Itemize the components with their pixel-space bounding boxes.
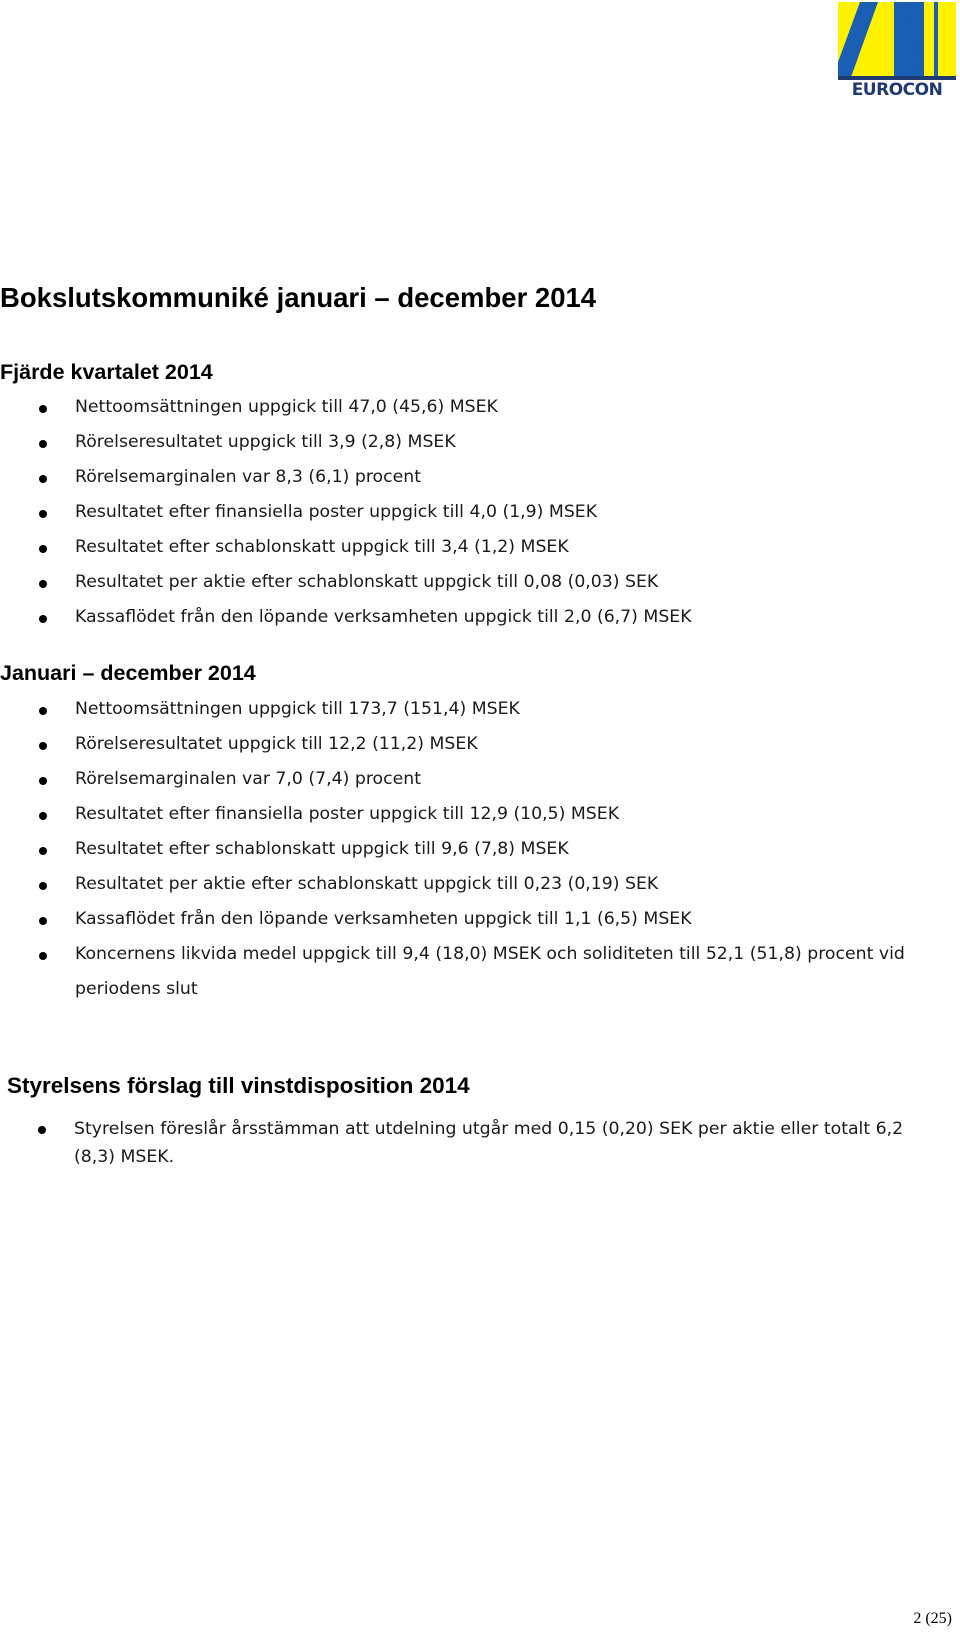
- list-item: [75, 495, 692, 530]
- bullet-icon: [38, 1126, 46, 1134]
- eurocon-logo-mark: [838, 2, 956, 80]
- list-item: [75, 460, 692, 495]
- list-item: [75, 530, 692, 565]
- list-item: [75, 600, 692, 635]
- list-item: [75, 762, 945, 797]
- list-item-text: Kassaflödet från den löpande verksamheten uppgick till 2,0 (6,7) MSEK: [75, 607, 692, 627]
- list-item-text: Resultatet per aktie efter schablonskatt uppgick till 0,23 (0,19) SEK: [75, 874, 659, 894]
- list-item: [75, 832, 945, 867]
- list-item: [75, 565, 692, 600]
- list-item-text: Rörelseresultatet uppgick till 12,2 (11,2) MSEK: [75, 734, 478, 754]
- bullet-icon: [39, 510, 47, 518]
- list-item: [74, 1115, 944, 1171]
- list-item-text: Rörelsemarginalen var 8,3 (6,1) procent: [75, 467, 421, 487]
- list-item-text: Koncernens likvida medel uppgick till 9,4 (18,0) MSEK och soliditeten till 52,1 (51,8) procent vid periodens slut: [75, 944, 905, 999]
- bullet-icon: [39, 615, 47, 623]
- bullet-icon: [39, 580, 47, 588]
- section-heading-full-year: Januari – december 2014: [0, 661, 256, 685]
- list-item-text: Resultatet efter schablonskatt uppgick till 9,6 (7,8) MSEK: [75, 839, 569, 859]
- bullet-icon: [39, 742, 47, 750]
- list-item: [75, 902, 945, 937]
- list-item: [75, 425, 692, 460]
- bullet-icon: [39, 952, 47, 960]
- bullet-icon: [39, 847, 47, 855]
- list-item-text: Styrelsen föreslår årsstämman att utdelning utgår med 0,15 (0,20) SEK per aktie eller totalt 6,2 (8,3) MSEK.: [74, 1119, 904, 1167]
- list-item: [75, 797, 945, 832]
- eurocon-logo: [838, 2, 956, 100]
- list-item-text: Resultatet efter finansiella poster uppgick till 12,9 (10,5) MSEK: [75, 804, 620, 824]
- list-item: [75, 390, 692, 425]
- list-item-text: Resultatet per aktie efter schablonskatt uppgick till 0,08 (0,03) SEK: [75, 572, 659, 592]
- page-number: 2 (25): [913, 1610, 952, 1627]
- list-item-text: Kassaflödet från den löpande verksamheten uppgick till 1,1 (6,5) MSEK: [75, 909, 692, 929]
- list-item: [75, 867, 945, 902]
- bullet-icon: [39, 882, 47, 890]
- list-item: [75, 727, 945, 762]
- section-heading-q4: Fjärde kvartalet 2014: [0, 360, 213, 384]
- list-item: [75, 692, 945, 727]
- bullet-icon: [39, 475, 47, 483]
- bullet-icon: [39, 405, 47, 413]
- list-item-text: Nettoomsättningen uppgick till 173,7 (151,4) MSEK: [75, 699, 520, 719]
- bullet-icon: [39, 545, 47, 553]
- dividend-bullet-list: [74, 1115, 944, 1171]
- list-item-text: Rörelseresultatet uppgick till 3,9 (2,8) MSEK: [75, 432, 456, 452]
- document-title: Bokslutskommuniké januari – december 2014: [0, 282, 597, 313]
- list-item-text: Resultatet efter finansiella poster uppgick till 4,0 (1,9) MSEK: [75, 502, 598, 522]
- logo-wordmark: EUROCON: [851, 80, 943, 100]
- full-year-bullet-list: [75, 692, 945, 1007]
- list-item: [75, 937, 945, 1007]
- list-item-text: Nettoomsättningen uppgick till 47,0 (45,6) MSEK: [75, 397, 498, 417]
- bullet-icon: [39, 440, 47, 448]
- list-item-text: Resultatet efter schablonskatt uppgick till 3,4 (1,2) MSEK: [75, 537, 569, 557]
- section-heading-dividend: Styrelsens förslag till vinstdisposition 2014: [7, 1073, 470, 1098]
- bullet-icon: [39, 777, 47, 785]
- bullet-icon: [39, 707, 47, 715]
- bullet-icon: [39, 812, 47, 820]
- list-item-text: Rörelsemarginalen var 7,0 (7,4) procent: [75, 769, 421, 789]
- q4-bullet-list: [75, 390, 692, 635]
- bullet-icon: [39, 917, 47, 925]
